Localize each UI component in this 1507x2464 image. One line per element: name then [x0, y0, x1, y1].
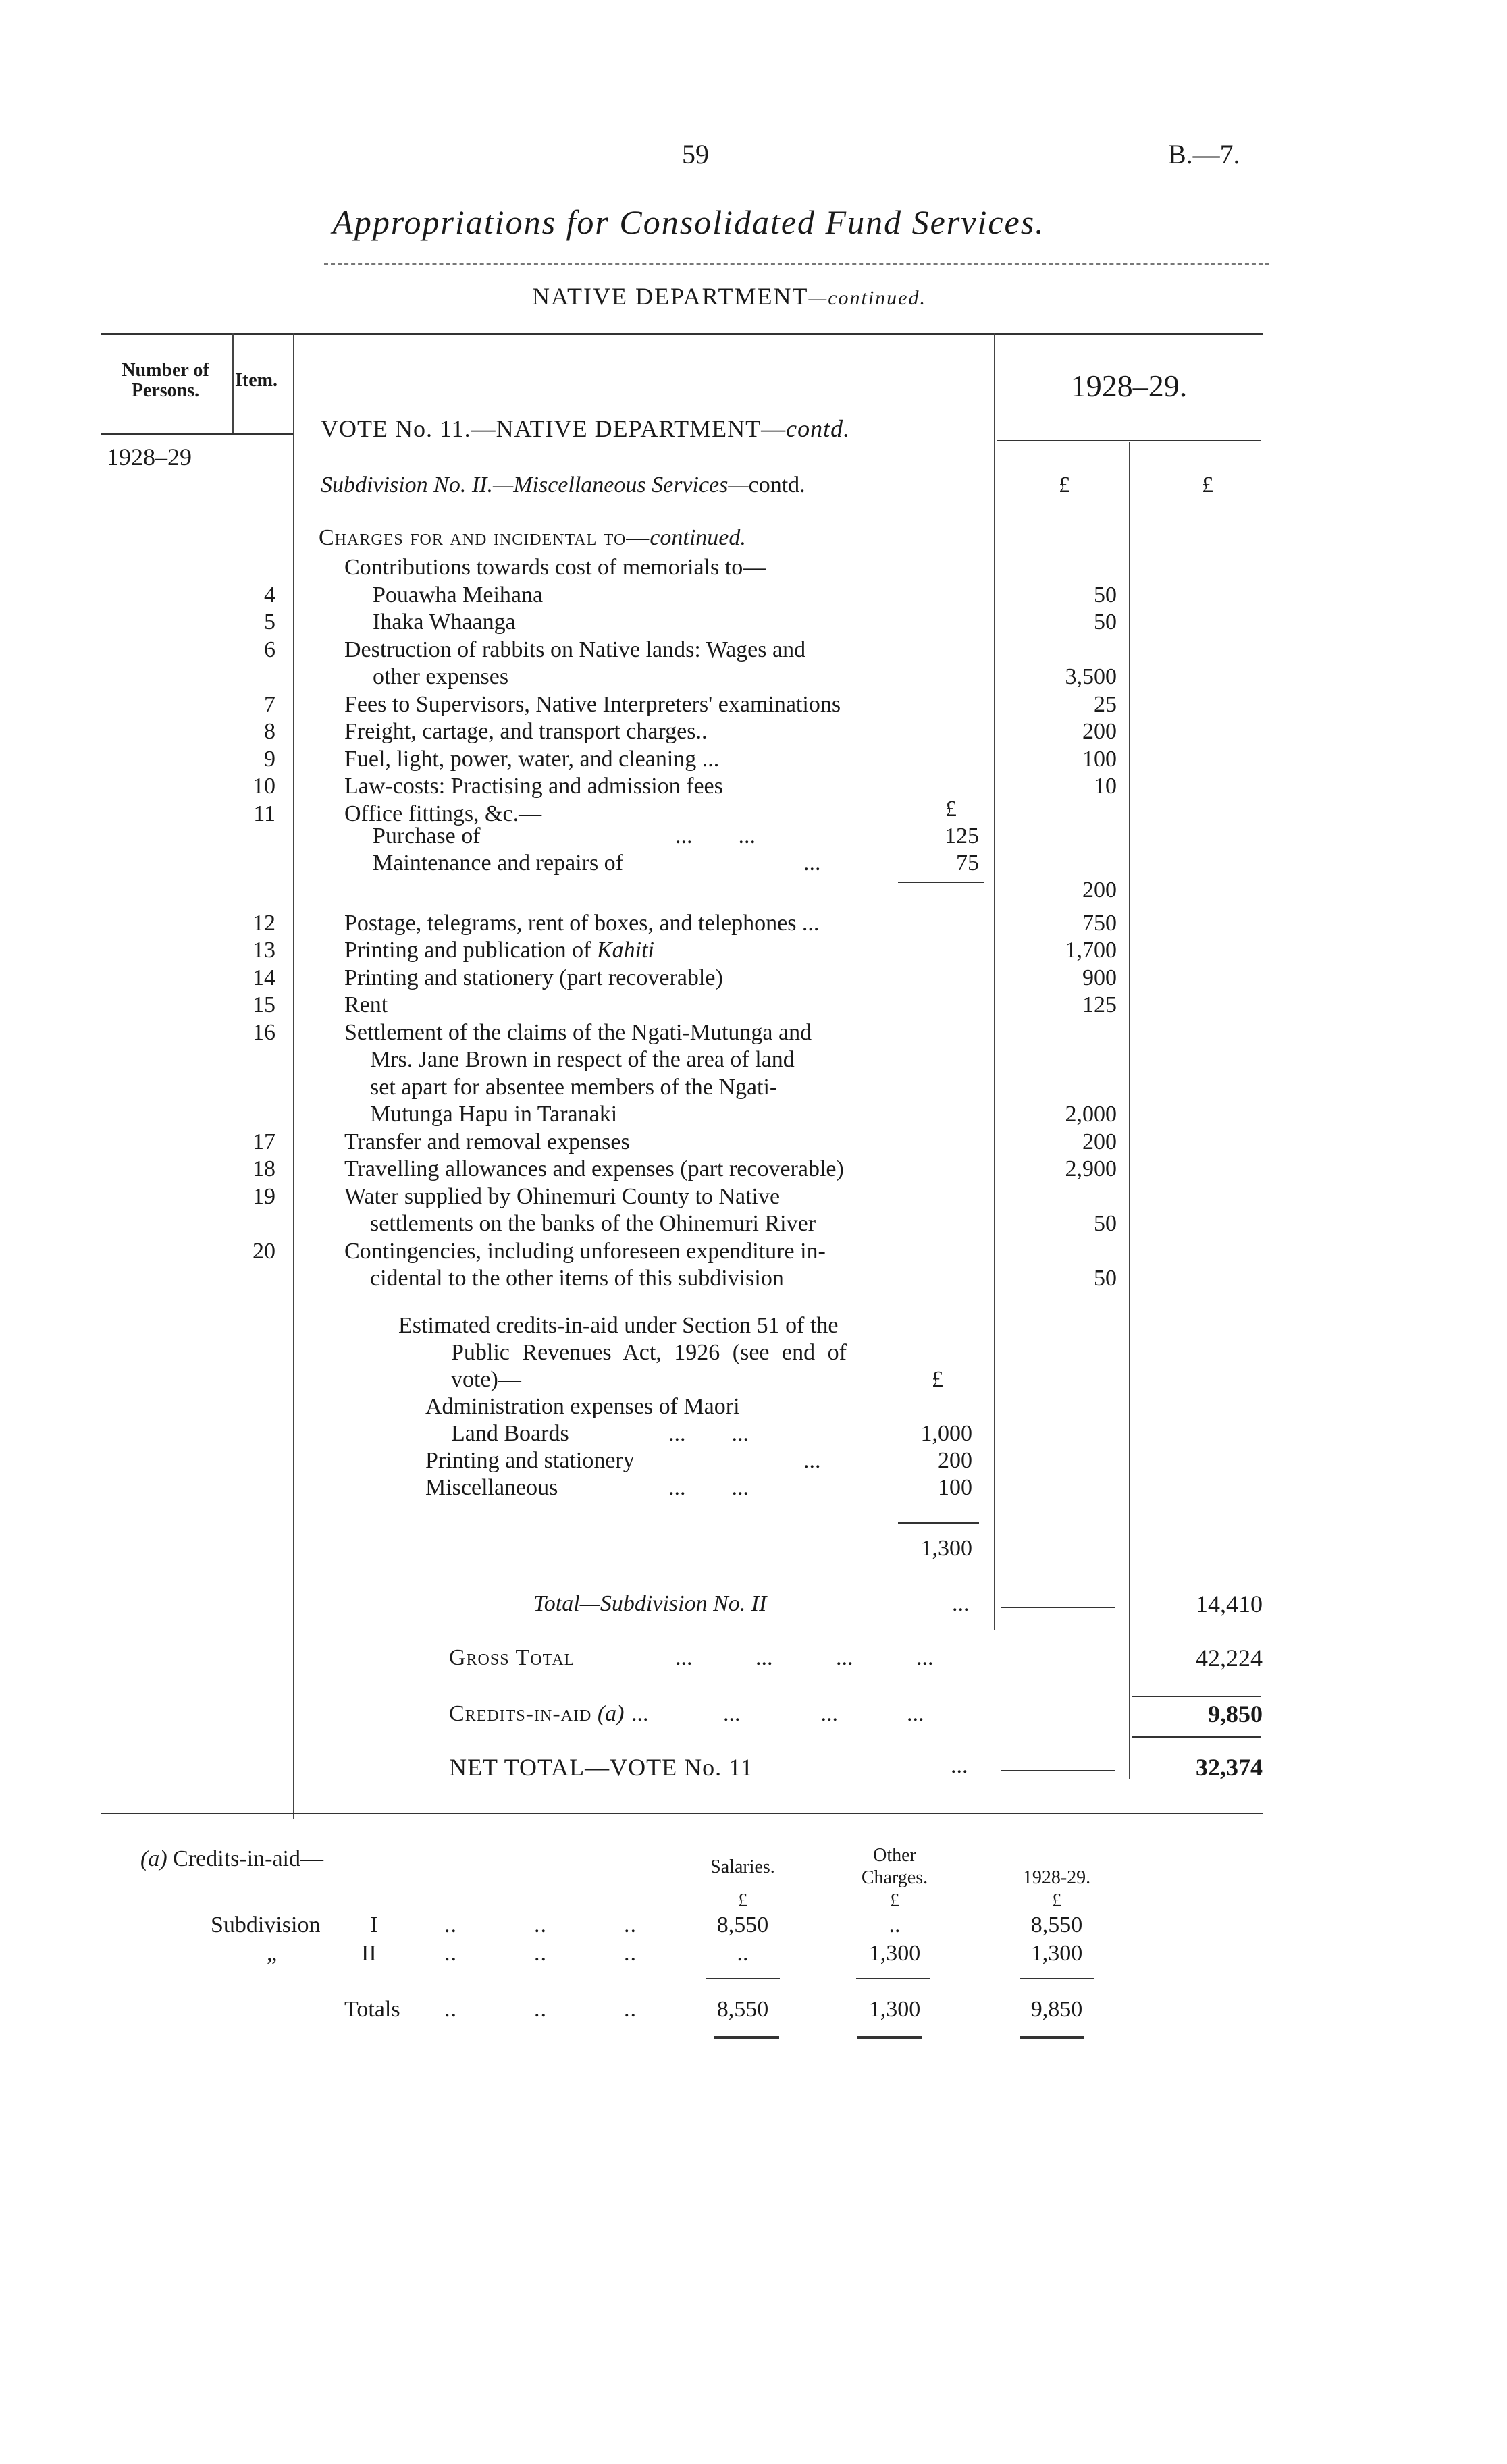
footnote-row-1-label: Subdivision	[211, 1912, 321, 1937]
credits-misc-amount: 100	[938, 1475, 972, 1500]
line-item-amount: 50	[1094, 582, 1117, 608]
footnote-marker: (a)	[140, 1846, 167, 1871]
pound-column-1: £	[1059, 473, 1070, 498]
line-item-amount: 25	[1094, 691, 1117, 717]
footnote-double-rule-other	[857, 2036, 922, 2039]
line-item-text	[344, 774, 723, 799]
line-item	[0, 1266, 1507, 1295]
line-item-text-italic: Kahiti	[596, 938, 654, 963]
line-item	[0, 583, 1507, 612]
line-item-amount: 750	[1082, 910, 1117, 936]
line-item-text-main: cidental to the other items of this subdivision	[370, 1266, 784, 1291]
footnote-rule-other	[856, 1978, 930, 1979]
table-top-rule	[101, 333, 1263, 335]
persons-item-divider	[232, 333, 234, 435]
credits-in-aid-label: Credits-in-aid	[449, 1701, 592, 1726]
line-item-number: 11	[253, 801, 275, 826]
footnote-totals-label: Totals	[344, 1997, 400, 2022]
line-item-text	[344, 719, 708, 745]
office-fittings-dots-2: ...	[803, 851, 821, 876]
subdivision-total-dots: ...	[952, 1591, 970, 1616]
footnote-col-other-1: Other	[873, 1845, 916, 1866]
charges-heading-text: Charges for and incidental to—	[319, 525, 650, 550]
line-item-text-main: Transfer and removal expenses	[344, 1129, 630, 1154]
line-item	[0, 774, 1507, 803]
vote-title-suffix: contd.	[786, 415, 851, 442]
line-item-number: 20	[253, 1238, 275, 1264]
line-item-text	[344, 555, 766, 581]
credits-misc-label: Miscellaneous	[425, 1475, 558, 1500]
line-item-text	[344, 801, 541, 827]
line-item-text-main: Water supplied by Ohinemuri County to Native	[344, 1183, 781, 1209]
office-fittings-pound: £	[945, 797, 957, 822]
line-item-text	[370, 1211, 816, 1237]
credits-in-aid-amount: 9,850	[1208, 1700, 1263, 1728]
vote-title	[321, 414, 850, 443]
line-item-text-main: Mutunga Hapu in Taranaki	[370, 1102, 618, 1127]
credits-printing-label: Printing and stationery	[425, 1448, 635, 1473]
office-fittings-purchase-label: Purchase of	[373, 824, 481, 849]
line-item-amount: 1,700	[1065, 938, 1117, 963]
line-item-text-main: Office fittings, &c.—	[344, 801, 542, 826]
office-fittings-rule	[898, 882, 984, 883]
line-item-amount: 50	[1094, 1266, 1117, 1291]
footnote-col-salaries: Salaries.	[710, 1856, 775, 1877]
line-item-text-main: Postage, telegrams, rent of boxes, and telephones ...	[344, 910, 820, 936]
line-item	[0, 965, 1507, 995]
footnote-col-other-2: Charges.	[861, 1867, 928, 1888]
credits-upper-rule	[1132, 1696, 1261, 1697]
line-item-amount: 125	[1082, 992, 1117, 1017]
line-item-amount: 2,000	[1065, 1102, 1117, 1127]
footnote-double-rule-year	[1020, 2036, 1084, 2039]
footnote-totals-dots: .. .. ..	[444, 1997, 637, 2022]
vote-title-text: VOTE No. 11.—NATIVE DEPARTMENT—	[321, 415, 787, 442]
line-item-text-main: Travelling allowances and expenses (part recoverable)	[344, 1156, 844, 1181]
line-item-text	[344, 692, 841, 718]
line-item-text	[370, 1047, 795, 1073]
persons-rule	[101, 433, 236, 435]
line-item-number: 10	[253, 774, 275, 799]
line-item-text-main: Settlement of the claims of the Ngati-Mutunga and	[344, 1019, 812, 1045]
page-number: 59	[682, 139, 709, 169]
line-item-text-main: Contributions towards cost of memorials to—	[344, 555, 766, 580]
office-fittings-total: 200	[1082, 878, 1117, 903]
footnote-row-1-dots: .. .. ..	[444, 1912, 637, 1937]
line-item-number: 5	[264, 610, 275, 635]
line-item-number: 19	[253, 1183, 275, 1209]
line-item-text	[373, 664, 508, 690]
line-item-text-main: Printing and stationery (part recoverable)	[344, 965, 723, 990]
year-header: 1928–29.	[1070, 369, 1188, 403]
line-item	[0, 664, 1507, 694]
credits-estimate-rule	[898, 1522, 979, 1524]
gross-total-label: Gross Total	[449, 1645, 575, 1670]
footnote-pound-other: £	[890, 1890, 899, 1911]
line-item	[0, 692, 1507, 722]
line-item-text	[370, 1266, 784, 1291]
line-item	[0, 992, 1507, 1022]
gross-total-dots: ... ... ... ...	[675, 1645, 934, 1670]
line-item	[0, 938, 1507, 967]
line-item-text-main: Freight, cartage, and transport charges..	[344, 719, 708, 744]
credits-in-aid-note: (a)	[597, 1701, 625, 1726]
footnote-row-1-num: I	[370, 1912, 378, 1937]
line-item-text-main: settlements on the banks of the Ohinemuri River	[370, 1211, 816, 1236]
credits-in-aid-line	[449, 1701, 624, 1727]
credits-admin-amount: 1,000	[920, 1421, 972, 1446]
line-item-number: 15	[253, 992, 275, 1017]
credits-lower-rule	[1132, 1736, 1261, 1738]
subdivision-total-label: Total—Subdivision No. II	[533, 1591, 767, 1616]
line-item-text	[344, 1156, 844, 1182]
line-item	[0, 1102, 1507, 1131]
credits-estimate-pound: £	[932, 1367, 943, 1392]
credits-admin-line-1: Administration expenses of Maori	[425, 1394, 740, 1419]
charges-heading-suffix: continued.	[650, 525, 746, 550]
line-item	[0, 610, 1507, 639]
line-item-amount: 900	[1082, 965, 1117, 990]
line-item	[0, 1047, 1507, 1077]
pound-column-2: £	[1202, 473, 1213, 498]
line-item-number: 13	[253, 938, 275, 963]
gross-total-amount: 42,224	[1196, 1644, 1263, 1671]
office-fittings-purchase-amount: 125	[945, 824, 979, 849]
line-item	[0, 1075, 1507, 1104]
department-heading	[338, 282, 1121, 311]
footnote-row-2-dots: .. .. ..	[444, 1941, 637, 1966]
line-item-text	[344, 911, 819, 936]
credits-misc-dots: ... ...	[668, 1475, 749, 1500]
subdivision-suffix: contd.	[748, 473, 805, 498]
line-item	[0, 1211, 1507, 1241]
footnote-pound-salaries: £	[738, 1890, 747, 1911]
line-item-text	[370, 1102, 617, 1127]
line-item-number: 18	[253, 1156, 275, 1181]
line-item-text-main: Fuel, light, power, water, and cleaning ...	[344, 746, 720, 772]
line-item-text	[344, 747, 719, 772]
line-item-text-main: other expenses	[373, 664, 509, 689]
line-item-amount: 3,500	[1065, 664, 1117, 689]
table-bottom-rule	[101, 1813, 1263, 1814]
net-total-dash	[1001, 1770, 1115, 1771]
line-item-text-main: set apart for absentee members of the Ngati-	[370, 1074, 778, 1100]
line-item-text	[344, 992, 388, 1018]
footnote-label: Credits-in-aid—	[173, 1846, 323, 1871]
footnote-row-2-other: 1,300	[868, 1941, 921, 1966]
persons-year: 1928–29	[107, 444, 192, 471]
credits-estimate-total: 1,300	[920, 1536, 972, 1561]
line-item-number: 7	[264, 691, 275, 717]
line-item-amount: 100	[1082, 746, 1117, 772]
footnote-pound-year: £	[1052, 1890, 1061, 1911]
line-item	[0, 637, 1507, 667]
footnote-heading	[140, 1846, 323, 1872]
footnote-rule-salaries	[706, 1978, 780, 1979]
line-item-text-main: Rent	[344, 992, 388, 1017]
line-item-text	[344, 1129, 630, 1155]
net-total-label: NET TOTAL—VOTE No. 11	[449, 1754, 754, 1781]
office-fittings-maintenance-amount: 75	[956, 851, 979, 876]
footnote-totals-salaries: 8,550	[716, 1997, 769, 2022]
line-item	[0, 555, 1507, 585]
line-item-text	[344, 965, 723, 991]
office-fittings-maintenance-label: Maintenance and repairs of	[373, 851, 623, 876]
line-item-text-main: Ihaka Whaanga	[373, 610, 516, 635]
line-item-number: 14	[253, 965, 275, 990]
line-item-number: 9	[264, 746, 275, 772]
line-item-text	[344, 637, 805, 663]
subdivision-total-amount: 14,410	[1196, 1590, 1263, 1617]
line-item-text	[370, 1075, 777, 1100]
line-item	[0, 747, 1507, 776]
line-item-text-main: Mrs. Jane Brown in respect of the area of land	[370, 1047, 795, 1072]
line-item	[0, 1020, 1507, 1050]
footnote-rule-year	[1020, 1978, 1094, 1979]
department-name: NATIVE DEPARTMENT	[532, 283, 809, 310]
line-item-number: 8	[264, 719, 275, 744]
line-item-text	[344, 1239, 826, 1264]
footnote-double-rule-salaries	[714, 2036, 779, 2039]
office-fittings-dots-1: ... ...	[675, 824, 756, 849]
footnote-row-1-year: 8,550	[1030, 1912, 1083, 1937]
credits-in-aid-dots: ... ... ... ...	[631, 1701, 924, 1726]
credits-printing-amount: 200	[938, 1448, 972, 1473]
footnote-row-2-year: 1,300	[1030, 1941, 1083, 1966]
line-item-text-main: Law-costs: Practising and admission fees	[344, 774, 723, 799]
footnote-row-1-salaries: 8,550	[716, 1912, 769, 1937]
footnote-row-2-salaries: ..	[737, 1941, 749, 1966]
item-rule	[232, 433, 293, 435]
line-item	[0, 719, 1507, 749]
line-item-amount: 200	[1082, 719, 1117, 744]
line-item-text	[344, 938, 654, 963]
line-item-number: 17	[253, 1129, 275, 1154]
department-suffix: —continued.	[808, 287, 926, 309]
line-item-text-main: Pouawha Meihana	[373, 582, 544, 608]
line-item-text	[344, 1020, 812, 1046]
line-item-number: 16	[253, 1019, 275, 1045]
credits-printing-dots: ...	[803, 1448, 821, 1473]
line-item-text	[344, 1184, 780, 1210]
credits-estimate-line-3: vote)—	[451, 1367, 521, 1392]
line-item-text	[373, 583, 543, 608]
charges-heading	[319, 525, 746, 551]
line-item-amount: 200	[1082, 1129, 1117, 1154]
subdivision-heading	[321, 473, 805, 498]
footnote-row-2-label: „	[267, 1941, 277, 1966]
line-item-text-main: Printing and publication of	[344, 938, 597, 963]
page-title: Appropriations for Consolidated Fund Services.	[332, 203, 1045, 241]
credits-admin-line-2: Land Boards	[451, 1421, 569, 1446]
footnote-row-1-other: ..	[889, 1912, 901, 1937]
footnote-totals-year: 9,850	[1030, 1997, 1083, 2022]
line-item-text-main: Fees to Supervisors, Native Interpreters' examinations	[344, 691, 841, 717]
line-item-number: 6	[264, 637, 275, 662]
item-header: Item.	[235, 370, 277, 391]
net-total-amount: 32,374	[1196, 1754, 1263, 1781]
footnote-row-2-num: II	[361, 1941, 377, 1966]
line-item	[0, 1129, 1507, 1159]
credits-estimate-line-1: Estimated credits-in-aid under Section 51 of the	[398, 1313, 839, 1338]
footnote-col-year: 1928-29.	[1022, 1867, 1091, 1888]
line-item	[0, 1184, 1507, 1214]
line-item-text-main: Contingencies, including unforeseen expenditure in-	[344, 1238, 826, 1264]
net-total-dots: ...	[951, 1753, 968, 1778]
document-reference: B.—7.	[1168, 139, 1240, 169]
footnote-totals-other: 1,300	[868, 1997, 921, 2022]
credits-estimate-line-2: Public Revenues Act, 1926 (see end of	[451, 1340, 847, 1365]
line-item	[0, 1239, 1507, 1268]
line-item-text	[373, 610, 516, 635]
line-item-amount: 50	[1094, 1211, 1117, 1236]
line-item-amount: 50	[1094, 610, 1117, 635]
line-item-text-main: Destruction of rabbits on Native lands: Wages and	[344, 637, 806, 662]
subdivision-text: Subdivision No. II.—Miscellaneous Services—	[321, 473, 749, 498]
year-rule	[997, 440, 1261, 441]
line-item	[0, 911, 1507, 940]
subdivision-total-dash	[1001, 1607, 1115, 1608]
title-rule	[324, 263, 1269, 265]
line-item-amount: 2,900	[1065, 1156, 1117, 1181]
credits-admin-dots: ... ...	[668, 1421, 749, 1446]
line-item-amount: 10	[1094, 774, 1117, 799]
line-item-number: 4	[264, 582, 275, 608]
line-item	[0, 1156, 1507, 1186]
line-item-number: 12	[253, 910, 275, 936]
number-of-persons-header: Number of Persons.	[122, 360, 209, 401]
